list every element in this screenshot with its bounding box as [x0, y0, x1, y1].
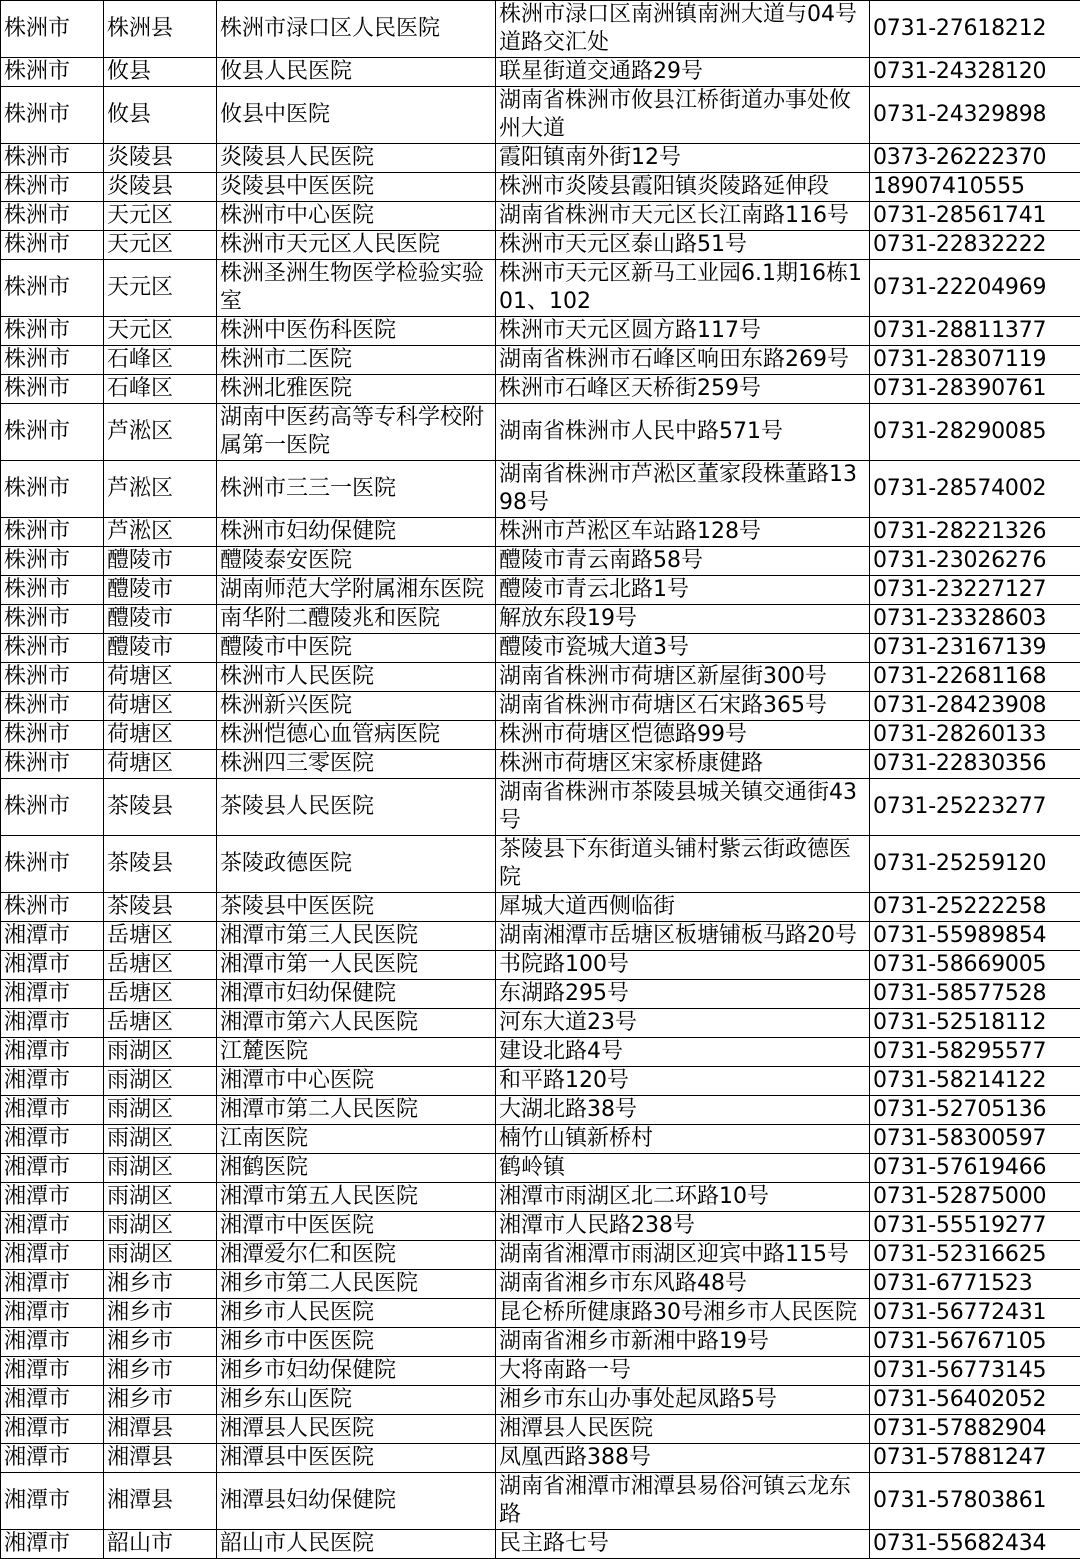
city-cell: 株洲市	[1, 260, 104, 317]
table-row	[1, 951, 1080, 980]
county-cell: 炎陵县	[104, 173, 217, 202]
table-row	[1, 1, 1080, 58]
table-row	[1, 692, 1080, 721]
phone-cell: 0731-55519277	[870, 1212, 1080, 1241]
hospital-name-cell: 株洲市渌口区人民医院	[217, 1, 496, 58]
table-row	[1, 605, 1080, 634]
hospital-name-cell: 湘潭市第二人民医院	[217, 1096, 496, 1125]
table-row	[1, 1444, 1080, 1473]
address-cell: 湖南省株洲市芦淞区董家段株董路1398号	[496, 461, 870, 518]
phone-cell: 0731-22681168	[870, 663, 1080, 692]
county-cell: 荷塘区	[104, 692, 217, 721]
address-cell: 醴陵市瓷城大道3号	[496, 634, 870, 663]
table-row	[1, 750, 1080, 779]
address-cell: 湖南省湘潭市湘潭县易俗河镇云龙东路	[496, 1473, 870, 1530]
phone-cell: 0731-23026276	[870, 547, 1080, 576]
county-cell: 湘乡市	[104, 1270, 217, 1299]
hospital-name-cell: 株洲市妇幼保健院	[217, 518, 496, 547]
address-cell: 茶陵县下东街道头铺村紫云街政德医院	[496, 836, 870, 893]
phone-cell: 0731-22830356	[870, 750, 1080, 779]
address-cell: 河东大道23号	[496, 1009, 870, 1038]
address-cell: 株洲市渌口区南洲镇南洲大道与04号道路交汇处	[496, 1, 870, 58]
hospital-name-cell: 攸县人民医院	[217, 58, 496, 87]
address-cell: 湖南省株洲市茶陵县城关镇交通街43号	[496, 779, 870, 836]
hospital-name-cell: 湘潭县人民医院	[217, 1415, 496, 1444]
phone-cell: 0731-56772431	[870, 1299, 1080, 1328]
hospital-name-cell: 湘潭市第一人民医院	[217, 951, 496, 980]
phone-cell: 0731-28307119	[870, 346, 1080, 375]
county-cell: 雨湖区	[104, 1183, 217, 1212]
city-cell: 湘潭市	[1, 1096, 104, 1125]
table-row	[1, 634, 1080, 663]
city-cell: 株洲市	[1, 605, 104, 634]
county-cell: 天元区	[104, 260, 217, 317]
phone-cell: 0731-52316625	[870, 1241, 1080, 1270]
county-cell: 炎陵县	[104, 144, 217, 173]
table-row	[1, 518, 1080, 547]
table-row	[1, 1067, 1080, 1096]
county-cell: 茶陵县	[104, 779, 217, 836]
city-cell: 株洲市	[1, 893, 104, 922]
city-cell: 湘潭市	[1, 980, 104, 1009]
county-cell: 荷塘区	[104, 721, 217, 750]
phone-cell: 0731-58295577	[870, 1038, 1080, 1067]
address-cell: 联星街道交通路29号	[496, 58, 870, 87]
table-row	[1, 1154, 1080, 1183]
phone-cell: 0731-28423908	[870, 692, 1080, 721]
city-cell: 湘潭市	[1, 1212, 104, 1241]
city-cell: 湘潭市	[1, 1270, 104, 1299]
address-cell: 湖南省湘潭市雨湖区迎宾中路115号	[496, 1241, 870, 1270]
address-cell: 湘潭县人民医院	[496, 1415, 870, 1444]
phone-cell: 0731-57803861	[870, 1473, 1080, 1530]
hospital-name-cell: 株洲中医伤科医院	[217, 317, 496, 346]
city-cell: 株洲市	[1, 173, 104, 202]
address-cell: 醴陵市青云北路1号	[496, 576, 870, 605]
city-cell: 株洲市	[1, 346, 104, 375]
address-cell: 鹤岭镇	[496, 1154, 870, 1183]
hospital-name-cell: 株洲恺德心血管病医院	[217, 721, 496, 750]
table-row	[1, 1386, 1080, 1415]
phone-cell: 0731-22204969	[870, 260, 1080, 317]
city-cell: 株洲市	[1, 461, 104, 518]
phone-cell: 0731-52875000	[870, 1183, 1080, 1212]
address-cell: 湖南省株洲市荷塘区石宋路365号	[496, 692, 870, 721]
city-cell: 湘潭市	[1, 1415, 104, 1444]
table-row	[1, 1328, 1080, 1357]
address-cell: 霞阳镇南外街12号	[496, 144, 870, 173]
table-row	[1, 260, 1080, 317]
address-cell: 犀城大道西侧临街	[496, 893, 870, 922]
address-cell: 株洲市天元区泰山路51号	[496, 231, 870, 260]
county-cell: 雨湖区	[104, 1212, 217, 1241]
county-cell: 岳塘区	[104, 922, 217, 951]
hospital-name-cell: 醴陵泰安医院	[217, 547, 496, 576]
phone-cell: 0731-23227127	[870, 576, 1080, 605]
phone-cell: 0731-57881247	[870, 1444, 1080, 1473]
city-cell: 株洲市	[1, 547, 104, 576]
table-row	[1, 58, 1080, 87]
hospital-name-cell: 茶陵县中医医院	[217, 893, 496, 922]
address-cell: 株洲市天元区圆方路117号	[496, 317, 870, 346]
phone-cell: 0731-28290085	[870, 404, 1080, 461]
county-cell: 芦淞区	[104, 461, 217, 518]
phone-cell: 0731-56767105	[870, 1328, 1080, 1357]
table-row	[1, 1096, 1080, 1125]
phone-cell: 0731-55682434	[870, 1530, 1080, 1559]
address-cell: 湖南省湘乡市新湘中路19号	[496, 1328, 870, 1357]
county-cell: 醴陵市	[104, 605, 217, 634]
phone-cell: 0731-25259120	[870, 836, 1080, 893]
city-cell: 株洲市	[1, 87, 104, 144]
phone-cell: 0373-26222370	[870, 144, 1080, 173]
table-row	[1, 721, 1080, 750]
county-cell: 雨湖区	[104, 1096, 217, 1125]
hospital-name-cell: 株洲市二医院	[217, 346, 496, 375]
table-row	[1, 1270, 1080, 1299]
city-cell: 株洲市	[1, 750, 104, 779]
city-cell: 湘潭市	[1, 951, 104, 980]
hospital-name-cell: 湘潭县中医医院	[217, 1444, 496, 1473]
city-cell: 株洲市	[1, 375, 104, 404]
county-cell: 岳塘区	[104, 951, 217, 980]
phone-cell: 0731-52518112	[870, 1009, 1080, 1038]
table-row	[1, 1473, 1080, 1530]
hospital-name-cell: 茶陵政德医院	[217, 836, 496, 893]
county-cell: 雨湖区	[104, 1038, 217, 1067]
hospital-name-cell: 湘乡市人民医院	[217, 1299, 496, 1328]
city-cell: 湘潭市	[1, 1241, 104, 1270]
county-cell: 攸县	[104, 87, 217, 144]
phone-cell: 0731-22832222	[870, 231, 1080, 260]
address-cell: 湘潭市人民路238号	[496, 1212, 870, 1241]
city-cell: 湘潭市	[1, 1444, 104, 1473]
phone-cell: 0731-52705136	[870, 1096, 1080, 1125]
phone-cell: 0731-23167139	[870, 634, 1080, 663]
table-row	[1, 1183, 1080, 1212]
table-row	[1, 461, 1080, 518]
address-cell: 醴陵市青云南路58号	[496, 547, 870, 576]
phone-cell: 0731-25222258	[870, 893, 1080, 922]
city-cell: 湘潭市	[1, 1357, 104, 1386]
address-cell: 大湖北路38号	[496, 1096, 870, 1125]
city-cell: 湘潭市	[1, 1038, 104, 1067]
hospital-name-cell: 株洲四三零医院	[217, 750, 496, 779]
table-row	[1, 317, 1080, 346]
hospital-name-cell: 湘潭市妇幼保健院	[217, 980, 496, 1009]
address-cell: 湖南省株洲市攸县江桥街道办事处攸州大道	[496, 87, 870, 144]
address-cell: 湘潭市雨湖区北二环路10号	[496, 1183, 870, 1212]
address-cell: 湖南省株洲市天元区长江南路116号	[496, 202, 870, 231]
hospital-name-cell: 湘乡市中医医院	[217, 1328, 496, 1357]
address-cell: 湖南省株洲市石峰区响田东路269号	[496, 346, 870, 375]
hospital-name-cell: 株洲市天元区人民医院	[217, 231, 496, 260]
city-cell: 株洲市	[1, 692, 104, 721]
city-cell: 湘潭市	[1, 922, 104, 951]
city-cell: 湘潭市	[1, 1125, 104, 1154]
city-cell: 株洲市	[1, 202, 104, 231]
table-row	[1, 547, 1080, 576]
county-cell: 石峰区	[104, 346, 217, 375]
phone-cell: 0731-28574002	[870, 461, 1080, 518]
hospital-name-cell: 株洲圣洲生物医学检验实验室	[217, 260, 496, 317]
phone-cell: 0731-55989854	[870, 922, 1080, 951]
hospital-name-cell: 湘鹤医院	[217, 1154, 496, 1183]
hospital-name-cell: 湘潭市第三人民医院	[217, 922, 496, 951]
address-cell: 湖南省湘乡市东风路48号	[496, 1270, 870, 1299]
hospital-name-cell: 江南医院	[217, 1125, 496, 1154]
address-cell: 湖南省株洲市荷塘区新屋街300号	[496, 663, 870, 692]
city-cell: 株洲市	[1, 779, 104, 836]
phone-cell: 0731-28260133	[870, 721, 1080, 750]
city-cell: 湘潭市	[1, 1067, 104, 1096]
county-cell: 韶山市	[104, 1530, 217, 1559]
city-cell: 湘潭市	[1, 1154, 104, 1183]
hospital-name-cell: 湘潭爱尔仁和医院	[217, 1241, 496, 1270]
address-cell: 株洲市石峰区天桥街259号	[496, 375, 870, 404]
city-cell: 湘潭市	[1, 1328, 104, 1357]
table-row	[1, 375, 1080, 404]
table-row	[1, 893, 1080, 922]
county-cell: 湘潭县	[104, 1473, 217, 1530]
phone-cell: 0731-6771523	[870, 1270, 1080, 1299]
table-row	[1, 1415, 1080, 1444]
county-cell: 天元区	[104, 231, 217, 260]
phone-cell: 0731-58214122	[870, 1067, 1080, 1096]
phone-cell: 0731-56773145	[870, 1357, 1080, 1386]
hospital-name-cell: 炎陵县人民医院	[217, 144, 496, 173]
county-cell: 湘乡市	[104, 1386, 217, 1415]
hospital-name-cell: 湘潭市中心医院	[217, 1067, 496, 1096]
county-cell: 芦淞区	[104, 518, 217, 547]
hospital-name-cell: 株洲市人民医院	[217, 663, 496, 692]
county-cell: 湘潭县	[104, 1444, 217, 1473]
county-cell: 荷塘区	[104, 750, 217, 779]
hospital-name-cell: 攸县中医院	[217, 87, 496, 144]
hospital-name-cell: 湘潭市第五人民医院	[217, 1183, 496, 1212]
hospital-name-cell: 湖南中医药高等专科学校附属第一医院	[217, 404, 496, 461]
address-cell: 东湖路295号	[496, 980, 870, 1009]
hospital-name-cell: 湘乡市第二人民医院	[217, 1270, 496, 1299]
phone-cell: 18907410555	[870, 173, 1080, 202]
table-row	[1, 231, 1080, 260]
table-row	[1, 1530, 1080, 1559]
hospital-name-cell: 湘潭市第六人民医院	[217, 1009, 496, 1038]
county-cell: 醴陵市	[104, 634, 217, 663]
hospital-name-cell: 湘乡东山医院	[217, 1386, 496, 1415]
hospital-name-cell: 醴陵市中医院	[217, 634, 496, 663]
city-cell: 湘潭市	[1, 1473, 104, 1530]
county-cell: 茶陵县	[104, 836, 217, 893]
phone-cell: 0731-28221326	[870, 518, 1080, 547]
county-cell: 醴陵市	[104, 576, 217, 605]
hospital-name-cell: 湘潭县妇幼保健院	[217, 1473, 496, 1530]
county-cell: 天元区	[104, 317, 217, 346]
county-cell: 湘潭县	[104, 1415, 217, 1444]
phone-cell: 0731-28390761	[870, 375, 1080, 404]
table-row	[1, 1299, 1080, 1328]
address-cell: 株洲市荷塘区宋家桥康健路	[496, 750, 870, 779]
table-row	[1, 779, 1080, 836]
city-cell: 株洲市	[1, 231, 104, 260]
city-cell: 株洲市	[1, 721, 104, 750]
hospital-name-cell: 株洲市中心医院	[217, 202, 496, 231]
table-row	[1, 346, 1080, 375]
city-cell: 株洲市	[1, 1, 104, 58]
address-cell: 株洲市荷塘区恺德路99号	[496, 721, 870, 750]
city-cell: 湘潭市	[1, 1183, 104, 1212]
hospital-name-cell: 株洲新兴医院	[217, 692, 496, 721]
hospital-name-cell: 茶陵县人民医院	[217, 779, 496, 836]
city-cell: 株洲市	[1, 576, 104, 605]
hospital-name-cell: 南华附二醴陵兆和医院	[217, 605, 496, 634]
address-cell: 株洲市芦淞区车站路128号	[496, 518, 870, 547]
county-cell: 湘乡市	[104, 1299, 217, 1328]
address-cell: 昆仑桥所健康路30号湘乡市人民医院	[496, 1299, 870, 1328]
county-cell: 茶陵县	[104, 893, 217, 922]
table-row	[1, 1009, 1080, 1038]
address-cell: 株洲市天元区新马工业园6.1期16栋101、102	[496, 260, 870, 317]
table-row	[1, 576, 1080, 605]
county-cell: 攸县	[104, 58, 217, 87]
phone-cell: 0731-27618212	[870, 1, 1080, 58]
hospital-name-cell: 湖南师范大学附属湘东医院	[217, 576, 496, 605]
county-cell: 湘乡市	[104, 1357, 217, 1386]
county-cell: 岳塘区	[104, 1009, 217, 1038]
county-cell: 天元区	[104, 202, 217, 231]
city-cell: 株洲市	[1, 663, 104, 692]
county-cell: 株洲县	[104, 1, 217, 58]
county-cell: 雨湖区	[104, 1241, 217, 1270]
table-row	[1, 144, 1080, 173]
city-cell: 湘潭市	[1, 1530, 104, 1559]
table-row	[1, 1357, 1080, 1386]
city-cell: 株洲市	[1, 634, 104, 663]
table-row	[1, 404, 1080, 461]
address-cell: 建设北路4号	[496, 1038, 870, 1067]
hospital-name-cell: 湘潭市中医医院	[217, 1212, 496, 1241]
table-row	[1, 836, 1080, 893]
county-cell: 醴陵市	[104, 547, 217, 576]
city-cell: 株洲市	[1, 836, 104, 893]
address-cell: 书院路100号	[496, 951, 870, 980]
county-cell: 雨湖区	[104, 1067, 217, 1096]
county-cell: 芦淞区	[104, 404, 217, 461]
phone-cell: 0731-57619466	[870, 1154, 1080, 1183]
phone-cell: 0731-56402052	[870, 1386, 1080, 1415]
address-cell: 楠竹山镇新桥村	[496, 1125, 870, 1154]
phone-cell: 0731-24328120	[870, 58, 1080, 87]
city-cell: 株洲市	[1, 404, 104, 461]
county-cell: 岳塘区	[104, 980, 217, 1009]
hospital-name-cell: 株洲市三三一医院	[217, 461, 496, 518]
table-row	[1, 922, 1080, 951]
phone-cell: 0731-28561741	[870, 202, 1080, 231]
table-row	[1, 1125, 1080, 1154]
address-cell: 民主路七号	[496, 1530, 870, 1559]
county-cell: 湘乡市	[104, 1328, 217, 1357]
table-row	[1, 87, 1080, 144]
phone-cell: 0731-58669005	[870, 951, 1080, 980]
phone-cell: 0731-24329898	[870, 87, 1080, 144]
county-cell: 雨湖区	[104, 1125, 217, 1154]
hospital-name-cell: 湘乡市妇幼保健院	[217, 1357, 496, 1386]
table-row	[1, 1212, 1080, 1241]
address-cell: 株洲市炎陵县霞阳镇炎陵路延伸段	[496, 173, 870, 202]
table-row	[1, 1241, 1080, 1270]
address-cell: 解放东段19号	[496, 605, 870, 634]
county-cell: 荷塘区	[104, 663, 217, 692]
city-cell: 湘潭市	[1, 1299, 104, 1328]
table-row	[1, 173, 1080, 202]
table-row	[1, 1038, 1080, 1067]
hospital-name-cell: 韶山市人民医院	[217, 1530, 496, 1559]
address-cell: 和平路120号	[496, 1067, 870, 1096]
city-cell: 湘潭市	[1, 1386, 104, 1415]
address-cell: 凤凰西路388号	[496, 1444, 870, 1473]
hospital-name-cell: 炎陵县中医医院	[217, 173, 496, 202]
city-cell: 株洲市	[1, 317, 104, 346]
phone-cell: 0731-23328603	[870, 605, 1080, 634]
county-cell: 雨湖区	[104, 1154, 217, 1183]
table-row	[1, 202, 1080, 231]
address-cell: 湘乡市东山办事处起凤路5号	[496, 1386, 870, 1415]
address-cell: 湖南省株洲市人民中路571号	[496, 404, 870, 461]
county-cell: 石峰区	[104, 375, 217, 404]
phone-cell: 0731-25223277	[870, 779, 1080, 836]
table-row	[1, 663, 1080, 692]
city-cell: 湘潭市	[1, 1009, 104, 1038]
table-row	[1, 980, 1080, 1009]
hospital-name-cell: 株洲北雅医院	[217, 375, 496, 404]
hospital-name-cell: 江麓医院	[217, 1038, 496, 1067]
address-cell: 大将南路一号	[496, 1357, 870, 1386]
city-cell: 株洲市	[1, 144, 104, 173]
phone-cell: 0731-58300597	[870, 1125, 1080, 1154]
address-cell: 湖南湘潭市岳塘区板塘铺板马路20号	[496, 922, 870, 951]
phone-cell: 0731-58577528	[870, 980, 1080, 1009]
hospital-table-body	[1, 1, 1080, 1559]
city-cell: 株洲市	[1, 58, 104, 87]
phone-cell: 0731-57882904	[870, 1415, 1080, 1444]
phone-cell: 0731-28811377	[870, 317, 1080, 346]
city-cell: 株洲市	[1, 518, 104, 547]
